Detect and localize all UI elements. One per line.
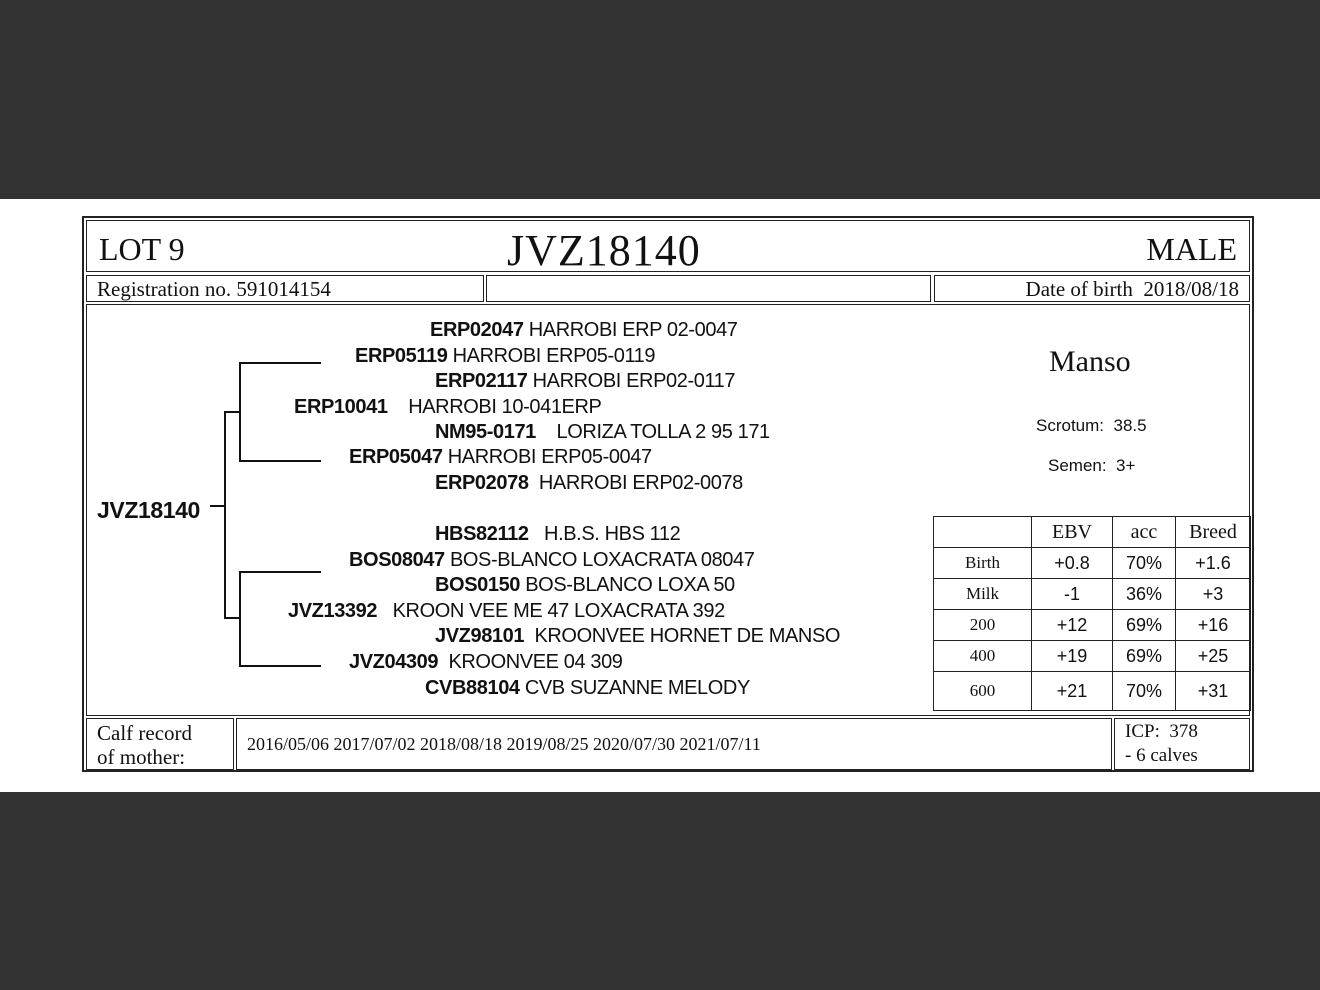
dob-label: Date of birth — [1025, 277, 1133, 301]
scrotum: Scrotum: 38.5 — [1036, 416, 1147, 435]
calf-count: - 6 calves — [1125, 745, 1198, 766]
calf-record-label-1: Calf record — [97, 721, 193, 745]
sire-sire-dam: ERP02117 HARROBI ERP02-0117 — [435, 370, 736, 392]
registration-cell — [86, 275, 484, 302]
ebv-header-row — [934, 517, 1251, 548]
dam-dam-line — [239, 665, 321, 667]
calf-dates-cell — [236, 718, 1112, 770]
registration-number: 591014154 — [236, 277, 331, 301]
animal-id-title: JVZ18140 — [507, 226, 701, 275]
sire-dam: ERP05047 HARROBI ERP05-0047 — [349, 446, 652, 468]
dam: JVZ13392 KROON VEE ME 47 LOXACRATA 392 — [288, 600, 725, 622]
lot-card — [82, 216, 1254, 772]
header-row — [86, 220, 1250, 275]
table-row: Birth +0.8 70% +1.6 — [934, 548, 1251, 579]
dam-sire-line — [239, 571, 321, 573]
table-row: 400 +19 69% +25 — [934, 641, 1251, 672]
dam-connector — [224, 617, 239, 619]
dob-value: 2018/08/18 — [1143, 277, 1239, 301]
table-row: 600 +21 70% +31 — [934, 672, 1251, 711]
icp: ICP: 378 — [1125, 721, 1198, 742]
dam-sire-sire: HBS82112 H.B.S. HBS 112 — [435, 523, 681, 545]
table-row: 200 +12 69% +16 — [934, 610, 1251, 641]
sire-dam-line — [239, 460, 321, 462]
subject-connector — [210, 505, 224, 507]
blank-cell — [486, 275, 931, 302]
date-of-birth-cell — [934, 275, 1250, 302]
main-vertical — [224, 411, 226, 619]
sire: ERP10041 HARROBI 10-041ERP — [294, 396, 602, 418]
calf-record-label-cell — [86, 718, 234, 770]
dam-sire-dam: BOS0150 BOS-BLANCO LOXA 50 — [435, 574, 735, 596]
dam-vertical — [239, 571, 241, 667]
registration-label: Registration no. — [97, 277, 232, 301]
sire-sire: ERP05119 HARROBI ERP05-0119 — [355, 345, 656, 367]
calf-dates: 2016/05/06 2017/07/02 2018/08/18 2019/08/25 2020/07/30 2021/07/11 — [247, 734, 761, 754]
dam-sire: BOS08047 BOS-BLANCO LOXACRATA 08047 — [349, 549, 755, 571]
sire-vertical — [239, 362, 241, 462]
lot-number: LOT 9 — [99, 231, 185, 267]
sale-sheet — [0, 199, 1320, 792]
table-row: Milk -1 36% +3 — [934, 579, 1251, 610]
calf-record-label-2: of mother: — [97, 745, 186, 769]
sire-dam-dam: ERP02078 HARROBI ERP02-0078 — [435, 472, 743, 494]
dam-dam: JVZ04309 KROONVEE 04 309 — [349, 651, 623, 673]
sire-connector — [224, 411, 239, 413]
icp-cell — [1114, 718, 1250, 770]
ebv-table — [933, 516, 1251, 711]
sire-sire-line — [239, 362, 321, 364]
dam-dam-sire: JVZ98101 KROONVEE HORNET DE MANSO — [435, 625, 841, 647]
sire-dam-sire: NM95-0171 LORIZA TOLLA 2 95 171 — [435, 421, 770, 443]
dam-dam-dam: CVB88104 CVB SUZANNE MELODY — [425, 677, 750, 699]
ebv-col-header: EBV — [1032, 517, 1113, 548]
sire-sire-sire: ERP02047 HARROBI ERP 02-0047 — [430, 319, 738, 341]
pedigree-subject: JVZ18140 — [97, 497, 200, 523]
semen: Semen: 3+ — [1048, 456, 1136, 475]
animal-sex: MALE — [1146, 231, 1237, 267]
breed-col-header: Breed — [1176, 517, 1251, 548]
temperament: Manso — [1049, 345, 1131, 378]
pedigree-section — [86, 304, 1250, 716]
acc-col-header: acc — [1113, 517, 1176, 548]
